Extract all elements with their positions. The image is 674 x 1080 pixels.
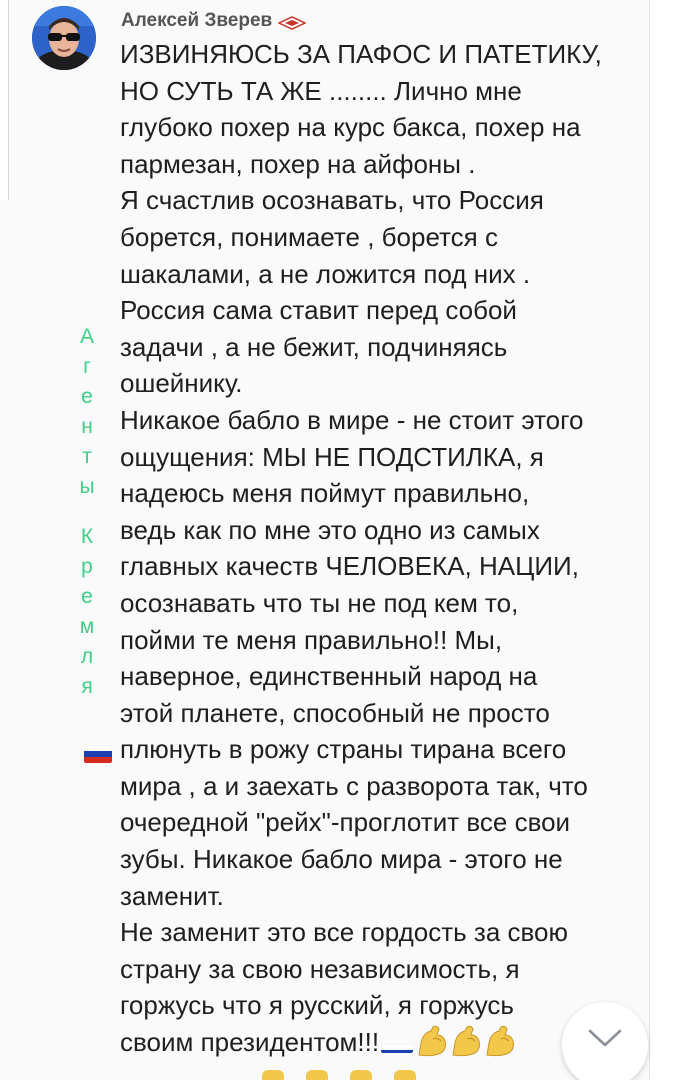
- author-header: [121, 10, 306, 32]
- comment-line: пойми те меня правильно!! Мы,: [120, 624, 503, 655]
- watermark-letter: м: [79, 615, 95, 638]
- comment-line: ИЗВИНЯЮСЬ ЗА ПАФОС И ПАТЕТИКУ,: [120, 39, 602, 69]
- comment-line: наверное, единственный народ на: [120, 661, 538, 692]
- comment-line: шакалами, а не ложится под них .: [120, 258, 531, 289]
- watermark-letter: К: [80, 525, 94, 548]
- watermark-letter: е: [81, 585, 93, 608]
- watermark-letter: я: [81, 675, 93, 698]
- comment-line: главных качеств ЧЕЛОВЕКА, НАЦИИ,: [120, 551, 579, 582]
- comment-line: Я счастлив осознавать, что Россия: [120, 185, 544, 216]
- flexed-biceps-icon: [415, 1025, 449, 1057]
- spartak-badge-icon: [278, 14, 306, 28]
- comment-line: мира , а и заехать с разворота так, что: [120, 770, 588, 801]
- flexed-biceps-icon: [394, 1070, 416, 1080]
- comment-line-text: своим президентом!!!: [120, 1027, 380, 1058]
- comment-line: борется, понимаете , борется с: [120, 221, 498, 252]
- watermark-letter: г: [83, 355, 91, 378]
- watermark-gap: [76, 502, 98, 522]
- comment-line: глубоко похер на курс бакса, похер на: [120, 112, 581, 143]
- comment-line: Никакое бабло в мире - не стоит этого: [120, 404, 584, 435]
- comment-line: горжусь что я русский, я горжусь: [120, 990, 514, 1021]
- avatar[interactable]: [32, 6, 96, 70]
- watermark-letter: е: [81, 385, 93, 408]
- scroll-down-button[interactable]: [562, 1002, 648, 1080]
- watermark-letter: ы: [79, 475, 95, 498]
- watermark-letter: н: [81, 415, 93, 438]
- comment-line: заменит.: [120, 880, 224, 911]
- vertical-watermark: [76, 322, 98, 702]
- comment-line: ощущения: МЫ НЕ ПОДСТИЛКА, я: [120, 441, 544, 472]
- flexed-biceps-icon: [449, 1025, 483, 1057]
- comment-line: плюнуть в рожу страны тирана всего: [120, 734, 567, 765]
- watermark-letter: А: [79, 325, 94, 348]
- left-scroll-rail: [0, 0, 9, 200]
- right-panel-edge: [649, 0, 674, 1080]
- flexed-biceps-icon: [483, 1025, 517, 1057]
- flexed-biceps-icon: [350, 1070, 372, 1080]
- comment-line: ошейнику.: [120, 368, 243, 399]
- comment-line: осознавать что ты не под кем то,: [120, 587, 519, 618]
- flexed-biceps-icon: [306, 1070, 328, 1080]
- comment-line: задачи , а не бежит, подчиняясь: [120, 331, 508, 362]
- russia-flag-icon: [84, 745, 112, 763]
- comment-line: Россия сама ставит перед собой: [120, 295, 517, 326]
- comment-line: НО СУТЬ ТА ЖЕ ........ Лично мне: [120, 75, 522, 106]
- russia-flag-icon: [381, 1035, 413, 1053]
- comment-line: страну за свою независимость, я: [120, 953, 520, 984]
- comment-body: [120, 36, 635, 1061]
- author-name[interactable]: Алексей Зверев: [121, 10, 273, 31]
- watermark-letter: т: [82, 445, 92, 468]
- comment-line: зубы. Никакое бабло мира - этого не: [120, 844, 563, 875]
- comment-line: очередной "рейх"-проглотит все свои: [120, 807, 571, 838]
- flexed-biceps-icon: [262, 1070, 284, 1080]
- watermark-letter: л: [80, 645, 94, 668]
- comment-line: пармезан, похер на айфоны .: [120, 148, 476, 179]
- chevron-down-icon: [587, 1027, 623, 1049]
- comment-line: этой планете, способный не просто: [120, 697, 550, 728]
- comment-last-line: [120, 1024, 635, 1061]
- comment-line: надеюсь меня поймут правильно,: [120, 478, 530, 509]
- comment-line: ведь как по мне это одно из самых: [120, 514, 540, 545]
- cut-off-emoji-row: [262, 1070, 416, 1080]
- comment-line: Не заменит это все гордость за свою: [120, 917, 569, 948]
- avatar-sunglasses-icon: [32, 6, 96, 70]
- watermark-letter: р: [81, 555, 93, 578]
